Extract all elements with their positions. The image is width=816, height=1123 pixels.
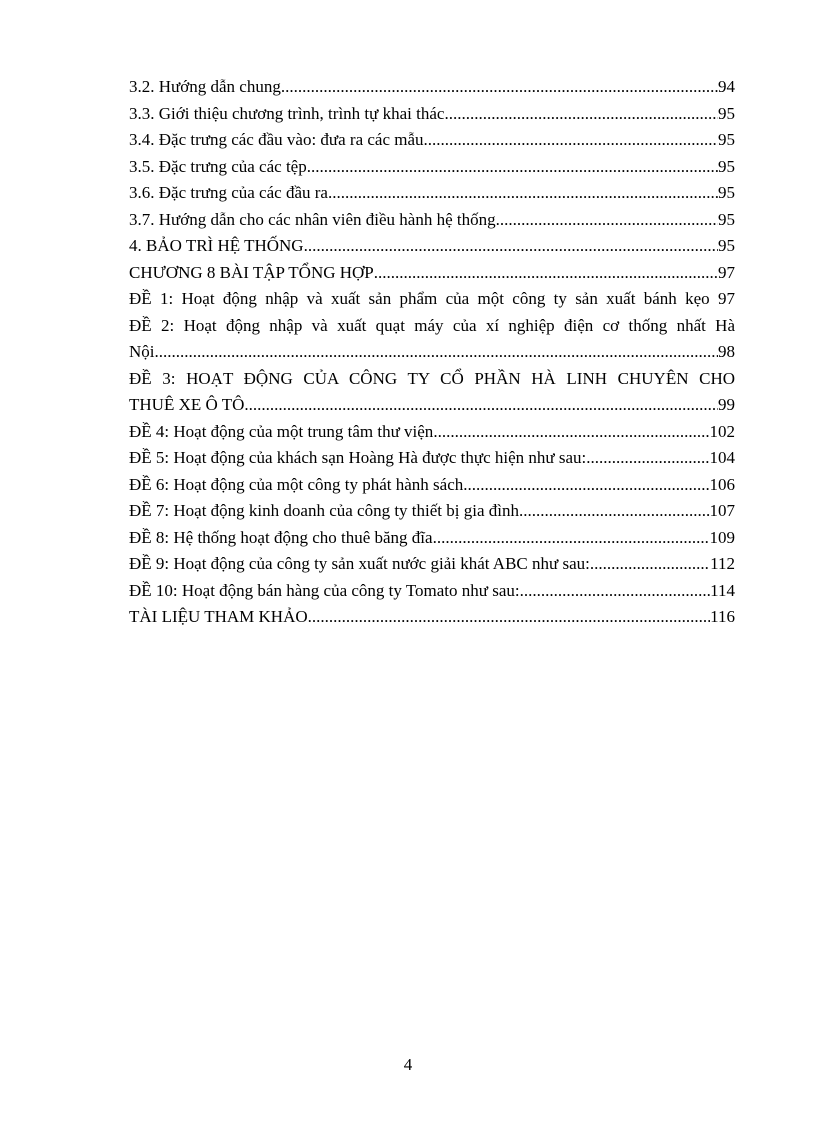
toc-entry[interactable]: [129, 525, 735, 552]
toc-entry-title: ĐỀ 9: Hoạt động của công ty sản xuất nước giải khát ABC như sau:: [129, 554, 590, 573]
toc-entry[interactable]: [129, 604, 735, 631]
toc-entry-page: 97: [718, 262, 735, 282]
toc-entry-title: ĐỀ 10: Hoạt động bán hàng của công ty Tomato như sau:: [129, 580, 520, 600]
toc-leader-dots: [308, 604, 710, 631]
toc-entry[interactable]: [129, 207, 735, 234]
toc-entry-page: 116: [710, 607, 735, 626]
toc-entry-line: ĐỀ 2: Hoạt động nhập và xuất quạt máy của xí nghiệp điện cơ thống nhất Hà: [129, 315, 735, 335]
toc-leader-dots: [496, 207, 718, 234]
toc-leader-dots: [586, 445, 709, 472]
toc-entry-page: 94: [718, 77, 735, 96]
toc-leader-dots: [244, 392, 718, 419]
toc-entry[interactable]: [129, 74, 735, 101]
toc-entry-page: 109: [709, 527, 735, 547]
toc-entry-title: CHƯƠNG 8 BÀI TẬP TỔNG HỢP: [129, 262, 374, 282]
toc-leader-dots: [463, 472, 709, 499]
toc-leader-dots: [155, 339, 719, 366]
table-of-contents: [129, 74, 735, 631]
toc-entry-title: 3.5. Đặc trưng của các tệp: [129, 156, 307, 176]
toc-entry-page: 95: [718, 236, 735, 255]
toc-leader-dots: [590, 551, 710, 578]
toc-entry-line: ĐỀ 3: HOẠT ĐỘNG CỦA CÔNG TY CỔ PHẦN HÀ LINH CHUYÊN CHO: [129, 368, 735, 388]
toc-entry-page: 102: [709, 421, 735, 441]
toc-entry-title: 3.2. Hướng dẫn chung: [129, 77, 281, 96]
toc-entry[interactable]: [129, 498, 735, 525]
toc-entry-line: ĐỀ 1: Hoạt động nhập và xuất sản phẩm của một công ty sản xuất bánh kẹo 97: [129, 289, 735, 308]
toc-entry[interactable]: [129, 339, 735, 366]
toc-entry[interactable]: [129, 578, 735, 605]
toc-entry[interactable]: [129, 233, 735, 260]
toc-entry-title: ĐỀ 4: Hoạt động của một trung tâm thư viện: [129, 421, 434, 441]
toc-entry-title: 3.7. Hướng dẫn cho các nhân viên điều hành hệ thống: [129, 209, 496, 229]
toc-entry[interactable]: [129, 154, 735, 181]
toc-entry-title: ĐỀ 8: Hệ thống hoạt động cho thuê băng đĩa: [129, 527, 433, 547]
toc-entry-page: 95: [718, 183, 735, 202]
toc-entry-page: 95: [718, 209, 735, 229]
toc-entry-page: 95: [718, 130, 735, 149]
toc-leader-dots: [520, 578, 711, 605]
toc-entry[interactable]: [129, 101, 735, 128]
toc-entry-page: 112: [710, 554, 735, 573]
toc-entry-page: 95: [718, 103, 735, 123]
toc-entry[interactable]: [129, 419, 735, 446]
toc-entry-title: 3.4. Đặc trưng các đầu vào: đưa ra các mẫu: [129, 130, 424, 149]
toc-leader-dots: [304, 233, 718, 260]
toc-leader-dots: [444, 101, 718, 128]
toc-entry-title: ĐỀ 5: Hoạt động của khách sạn Hoàng Hà được thực hiện như sau:: [129, 448, 587, 467]
toc-leader-dots: [424, 127, 718, 154]
toc-entry-page: 98: [718, 342, 735, 361]
toc-entry-page: 104: [709, 448, 735, 467]
toc-entry[interactable]: [129, 551, 735, 578]
toc-entry-page: 107: [709, 501, 735, 520]
toc-entry-page: 114: [710, 580, 735, 600]
toc-entry-title: ĐỀ 6: Hoạt động của một công ty phát hành sách: [129, 474, 464, 494]
toc-leader-dots: [328, 180, 718, 207]
toc-entry-title: Nội: [129, 342, 155, 361]
toc-entry-title: THUÊ XE Ô TÔ: [129, 395, 245, 414]
toc-entry-page: 106: [709, 474, 735, 494]
toc-entry[interactable]: [129, 445, 735, 472]
toc-leader-dots: [281, 74, 718, 101]
toc-leader-dots: [433, 419, 709, 446]
toc-entry[interactable]: [129, 392, 735, 419]
toc-leader-dots: [307, 154, 718, 181]
toc-entry-title: ĐỀ 7: Hoạt động kinh doanh của công ty thiết bị gia đình: [129, 501, 519, 520]
toc-entry-title: 3.6. Đặc trưng của các đầu ra: [129, 183, 328, 202]
toc-entry-title: 4. BẢO TRÌ HỆ THỐNG: [129, 236, 304, 255]
toc-entry-title: TÀI LIỆU THAM KHẢO: [129, 607, 308, 626]
toc-entry-title: 3.3. Giới thiệu chương trình, trình tự khai thác: [129, 103, 445, 123]
toc-entry[interactable]: [129, 260, 735, 287]
page-number: 4: [403, 1055, 413, 1074]
toc-leader-dots: [519, 498, 710, 525]
toc-leader-dots: [374, 260, 718, 287]
toc-leader-dots: [433, 525, 710, 552]
toc-entry[interactable]: [129, 366, 735, 393]
toc-entry[interactable]: [129, 313, 735, 340]
toc-entry[interactable]: [129, 127, 735, 154]
toc-entry[interactable]: [129, 472, 735, 499]
toc-entry[interactable]: [129, 180, 735, 207]
toc-entry-page: 99: [718, 395, 735, 414]
toc-entry[interactable]: [129, 286, 735, 313]
toc-entry-page: 95: [718, 156, 735, 176]
